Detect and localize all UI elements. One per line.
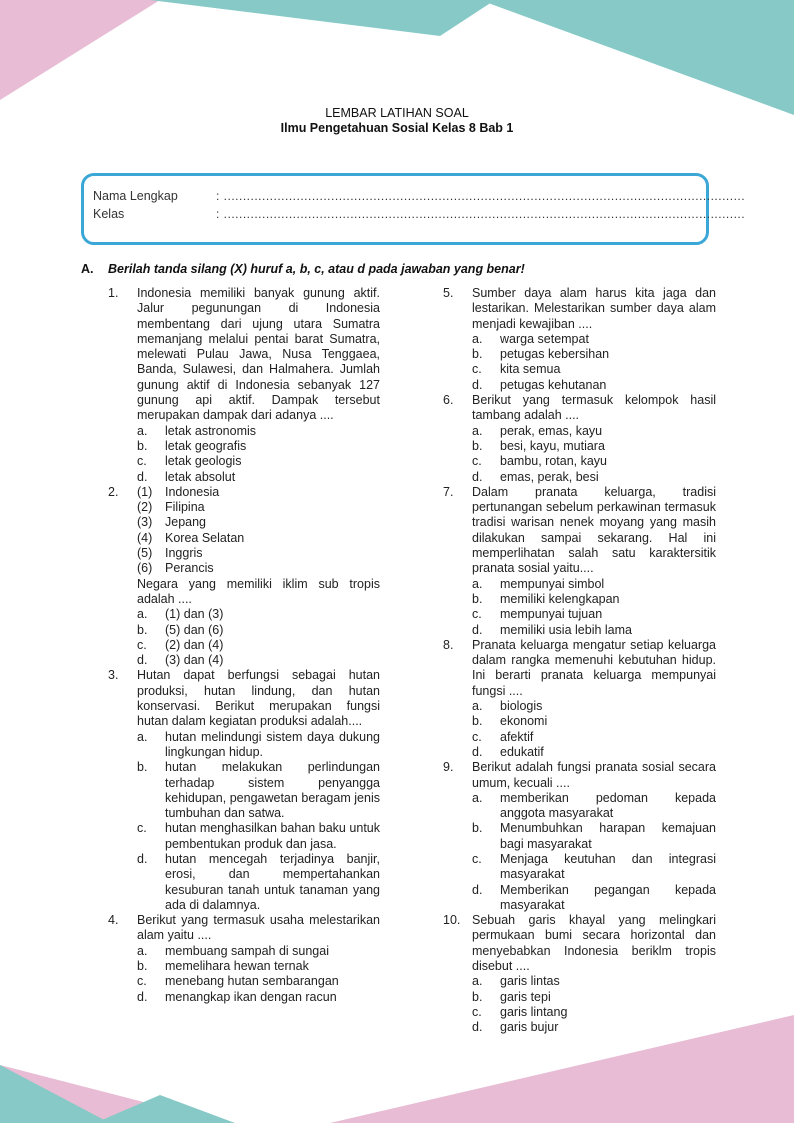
answer-option[interactable]	[472, 791, 716, 822]
question-list-item	[137, 500, 380, 515]
option-text: hutan mencegah terjadinya banjir, erosi, dan mempertahankan kesuburan tanah untuk tanaman yang ada di dalamnya.	[165, 851, 380, 912]
question-text: Sumber daya alam harus kita jaga dan lestarikan. Melestarikan sumber daya alam menjadi kewajiban ....	[472, 286, 716, 331]
deco-teal-top-right	[480, 0, 794, 115]
question-1	[108, 286, 380, 485]
option-letter: c.	[472, 607, 482, 622]
answer-option[interactable]	[137, 990, 380, 1005]
answer-option[interactable]	[137, 959, 380, 974]
option-letter: d.	[472, 377, 483, 392]
option-text: mempunyai tujuan	[500, 607, 603, 622]
list-item-text: Perancis	[165, 561, 214, 576]
option-text: perak, emas, kayu	[500, 423, 603, 438]
answer-option[interactable]	[472, 454, 716, 469]
answer-option[interactable]	[137, 424, 380, 439]
option-letter: b.	[137, 760, 148, 775]
option-letter: a.	[472, 576, 483, 591]
deco-pink-top-left	[0, 0, 160, 100]
question-list-item	[137, 485, 380, 500]
answer-option[interactable]	[472, 990, 716, 1005]
answer-option[interactable]	[472, 439, 716, 454]
question-number: 3.	[108, 668, 119, 683]
option-letter: c.	[472, 729, 482, 744]
option-letter: a.	[472, 790, 483, 805]
answer-option[interactable]	[472, 470, 716, 485]
section-letter: A.	[81, 262, 94, 276]
answer-option[interactable]	[137, 607, 380, 622]
question-9	[443, 760, 716, 913]
option-letter: b.	[137, 959, 148, 974]
option-text: letak astronomis	[165, 423, 257, 438]
question-text: Pranata keluarga mengatur setiap keluarga dalam rangka memenuhi kebutuhan hidup. Ini berarti pranata keluarga mempunyai fungsi ....	[472, 637, 716, 698]
answer-option[interactable]	[137, 821, 380, 852]
question-text: Sebuah garis khayal yang melingkari permukaan bumi secara horizontal dan menyebabkan Indonesia beriklm tropis disebut ....	[472, 913, 716, 974]
option-letter: b.	[472, 438, 483, 453]
class-fill-line[interactable]: : ........................................................................................................................................	[216, 207, 746, 221]
option-letter: b.	[472, 821, 483, 836]
answer-option[interactable]	[472, 974, 716, 989]
option-text: (3) dan (4)	[165, 653, 224, 668]
option-letter: c.	[137, 637, 147, 652]
option-letter: a.	[472, 423, 483, 438]
option-letter: d.	[472, 744, 483, 759]
option-text: afektif	[500, 729, 534, 744]
question-number: 10.	[443, 913, 461, 928]
option-text: menangkap ikan dengan racun	[165, 989, 337, 1004]
question-number: 9.	[443, 760, 454, 775]
question-7	[443, 485, 716, 638]
option-text: letak geologis	[165, 454, 242, 469]
answer-option[interactable]	[137, 760, 380, 821]
page-subtitle: Ilmu Pengetahuan Sosial Kelas 8 Bab 1	[280, 121, 514, 135]
option-letter: b.	[472, 591, 483, 606]
answer-option[interactable]	[137, 944, 380, 959]
answer-option[interactable]	[137, 439, 380, 454]
name-label: Nama Lengkap	[93, 189, 178, 203]
question-2	[108, 485, 380, 669]
option-letter: c.	[137, 454, 147, 469]
answer-option[interactable]	[137, 470, 380, 485]
list-item-label: (4)	[137, 530, 153, 545]
option-text: Memberikan pegangan kepada masyarakat	[500, 882, 716, 912]
question-3	[108, 668, 380, 913]
answer-option[interactable]	[472, 745, 716, 760]
option-letter: d.	[472, 469, 483, 484]
list-item-text: Filipina	[165, 500, 205, 515]
answer-option[interactable]	[472, 347, 716, 362]
option-text: memberikan pedoman kepada anggota masyarakat	[500, 790, 716, 821]
answer-option[interactable]	[472, 883, 716, 914]
option-text: garis lintas	[500, 974, 560, 989]
option-text: Menjaga keutuhan dan integrasi masyarakat	[500, 851, 716, 882]
answer-option[interactable]	[472, 852, 716, 883]
option-text: membuang sampah di sungai	[165, 943, 329, 958]
answer-option[interactable]	[472, 362, 716, 377]
answer-option[interactable]	[472, 424, 716, 439]
question-text: Dalam pranata keluarga, tradisi pertunangan sebelum perkawinan termasuk tradisi warisan nenek moyang yang masih dilakukan sampai sekarang. Hal ini memperlihatan salah satu karaktersitik pranata sosial yaitu....	[472, 484, 716, 576]
class-label: Kelas	[93, 207, 125, 221]
option-text: ekonomi	[500, 714, 548, 729]
option-text: edukatif	[500, 744, 544, 759]
option-text: garis tepi	[500, 989, 551, 1004]
answer-option[interactable]	[472, 1020, 716, 1035]
option-text: besi, kayu, mutiara	[500, 438, 605, 453]
option-letter: b.	[472, 714, 483, 729]
question-list-item	[137, 561, 380, 576]
questions-column-left	[108, 286, 380, 1005]
question-text: Hutan dapat berfungsi sebagai hutan produksi, hutan lindung, dan hutan konservasi. Berikut merupakan fungsi hutan dalam kegiatan produksi adalah....	[137, 668, 380, 729]
list-item-label: (5)	[137, 546, 153, 561]
question-number: 6.	[443, 393, 454, 408]
answer-option[interactable]	[472, 1005, 716, 1020]
answer-option[interactable]	[472, 730, 716, 745]
option-text: (2) dan (4)	[165, 637, 224, 652]
question-number: 4.	[108, 913, 119, 928]
option-letter: a.	[472, 331, 483, 346]
list-item-label: (1)	[137, 484, 153, 499]
question-6	[443, 393, 716, 485]
answer-option[interactable]	[472, 592, 716, 607]
list-item-text: Korea Selatan	[165, 530, 245, 545]
list-item-text: Inggris	[165, 546, 203, 561]
option-letter: a.	[472, 974, 483, 989]
question-text: Berikut yang termasuk kelompok hasil tambang adalah ....	[472, 393, 716, 423]
list-item-label: (6)	[137, 561, 153, 576]
option-text: hutan menghasilkan bahan baku untuk pembentukan produk dan jasa.	[165, 821, 380, 851]
page-title: LEMBAR LATIHAN SOAL	[325, 106, 469, 120]
answer-option[interactable]	[137, 653, 380, 668]
option-letter: d.	[137, 851, 148, 866]
option-text: letak geografis	[165, 438, 247, 453]
answer-option[interactable]	[472, 623, 716, 638]
question-list-item	[137, 546, 380, 561]
list-item-text: Indonesia	[165, 484, 220, 499]
option-letter: c.	[472, 1004, 482, 1019]
option-text: garis lintang	[500, 1004, 568, 1019]
option-letter: c.	[137, 821, 147, 836]
option-letter: b.	[137, 622, 148, 637]
question-5	[443, 286, 716, 393]
question-number: 5.	[443, 286, 454, 300]
option-letter: a.	[137, 423, 148, 438]
list-item-text: Jepang	[165, 515, 207, 530]
answer-option[interactable]	[137, 974, 380, 989]
option-text: biologis	[500, 699, 543, 714]
answer-option[interactable]	[472, 821, 716, 852]
name-field[interactable]	[93, 189, 746, 203]
option-text: Menumbuhkan harapan kemajuan bagi masyarakat	[500, 821, 716, 851]
answer-option[interactable]	[472, 332, 716, 347]
answer-option[interactable]	[137, 623, 380, 638]
option-text: memiliki kelengkapan	[500, 591, 620, 606]
option-letter: c.	[472, 362, 482, 377]
option-letter: d.	[472, 1020, 483, 1035]
answer-option[interactable]	[472, 607, 716, 622]
option-text: memelihara hewan ternak	[165, 959, 309, 974]
option-text: warga setempat	[500, 331, 589, 346]
option-text: garis bujur	[500, 1020, 559, 1035]
deco-teal-top	[150, 0, 495, 36]
option-letter: b.	[472, 347, 483, 362]
option-text: memiliki usia lebih lama	[500, 622, 632, 637]
list-item-label: (3)	[137, 515, 153, 530]
option-letter: c.	[472, 851, 482, 866]
option-text: menebang hutan sembarangan	[165, 974, 339, 989]
option-text: letak absolut	[165, 469, 236, 484]
answer-option[interactable]	[472, 378, 716, 393]
answer-option[interactable]	[472, 577, 716, 592]
option-text: (5) dan (6)	[165, 622, 224, 637]
option-text: emas, perak, besi	[500, 469, 599, 484]
name-fill-line[interactable]: : ........................................................................................................................................	[216, 189, 746, 203]
option-letter: d.	[472, 622, 483, 637]
question-number: 2.	[108, 484, 119, 499]
option-letter: d.	[137, 469, 148, 484]
option-text: (1) dan (3)	[165, 607, 224, 622]
question-number: 8.	[443, 637, 454, 652]
questions-column-right	[443, 286, 716, 1036]
option-text: hutan melakukan perlindungan terhadap sistem penyangga kehidupan, pengawetan beragam jenis tumbuhan dan satwa.	[165, 760, 380, 821]
section-heading	[81, 262, 525, 276]
option-letter: c.	[472, 454, 482, 469]
question-list-item	[137, 515, 380, 530]
answer-option[interactable]	[137, 730, 380, 761]
option-letter: b.	[472, 989, 483, 1004]
option-letter: a.	[137, 729, 148, 744]
option-text: petugas kehutanan	[500, 377, 607, 392]
answer-option[interactable]	[137, 454, 380, 469]
option-letter: a.	[472, 699, 483, 714]
option-text: kita semua	[500, 362, 561, 377]
option-letter: a.	[137, 607, 148, 622]
answer-option[interactable]	[137, 852, 380, 913]
option-text: bambu, rotan, kayu	[500, 454, 608, 469]
option-letter: a.	[137, 943, 148, 958]
question-8	[443, 638, 716, 760]
answer-option[interactable]	[472, 714, 716, 729]
option-text: mempunyai simbol	[500, 576, 605, 591]
class-field[interactable]	[93, 207, 746, 221]
section-instruction: Berilah tanda silang (X) huruf a, b, c, atau d pada jawaban yang benar!	[108, 262, 525, 276]
question-text: Indonesia memiliki banyak gunung aktif. Jalur pegunungan di Indonesia membentang dari ujung utara Sumatra memanjang melalui pentai barat Sumatra, melewati Pulau Jawa, Nusa Tenggaea, Banda, Sulawesi, dan Halmahera. Jumlah gunung aktif di Indonesia sebanyak 127 gunung api aktif. Dampak tersebut merupakan dampak dari adanya ....	[137, 286, 380, 423]
list-item-label: (2)	[137, 500, 153, 515]
option-letter: d.	[472, 882, 483, 897]
question-number: 1.	[108, 286, 119, 300]
option-letter: b.	[137, 438, 148, 453]
question-10	[443, 913, 716, 1035]
answer-option[interactable]	[472, 699, 716, 714]
question-text: Berikut adalah fungsi pranata sosial secara umum, kecuali ....	[472, 760, 716, 790]
question-text: Negara yang memiliki iklim sub tropis adalah ....	[137, 576, 380, 606]
question-list-item	[137, 531, 380, 546]
option-text: petugas kebersihan	[500, 347, 610, 362]
question-text: Berikut yang termasuk usaha melestarikan alam yaitu ....	[137, 913, 380, 943]
question-number: 7.	[443, 484, 454, 499]
option-letter: c.	[137, 974, 147, 989]
question-4	[108, 913, 380, 1005]
option-text: hutan melindungi sistem daya dukung lingkungan hidup.	[165, 729, 380, 759]
option-letter: d.	[137, 653, 148, 668]
option-letter: d.	[137, 989, 148, 1004]
answer-option[interactable]	[137, 638, 380, 653]
